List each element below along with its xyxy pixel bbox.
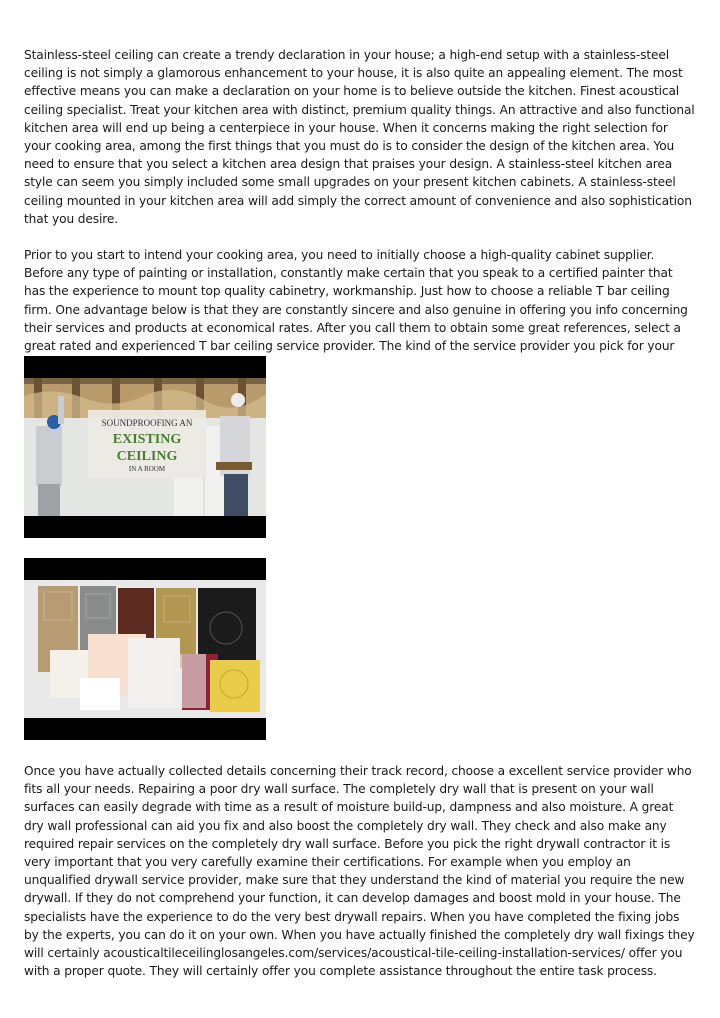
- image-caption-line-3: CEILING: [116, 449, 178, 464]
- article-body-continued: [24, 762, 696, 980]
- paragraph-1: Stainless-steel ceiling can create a trendy declaration in your house; a high-end setup with a stainless-steel ceiling is not simply a glamorous enhancement to your house, it is also quite an appealing element. The most effective means you can make a declaration on your home is to believe outside the kitchen. Finest acoustical ceiling specialist. Treat your kitchen area with distinct, premium quality things. An attractive and also functional kitchen area will end up being a centerpiece in your house. When it concerns making the right selection for your cooking area, among the first things that you must do is to consider the design of the kitchen area. You need to ensure that you select a kitchen area design that praises your design. A stainless-steel kitchen area style can seem you simply included some small upgrades on your present kitchen cabinets. A stainless-steel ceiling mounted in your kitchen area will add simply the correct amount of convenience and also sophistication that you desire.: [24, 48, 695, 226]
- ceiling-tiles-image: [24, 558, 266, 740]
- image-caption-line-4: IN A ROOM: [128, 465, 166, 473]
- image-caption-line-1: SOUNDPROOFING AN: [101, 418, 193, 428]
- soundproofing-ceiling-image: [24, 356, 266, 538]
- paragraph-2: Prior to you start to intend your cooking area, you need to initially choose a high-quality cabinet supplier. Before any type of painting or installation, constantly make certain that you speak to a certified painter that has the experience to mount top quality cabinetry, workmanship. Just how to choose a reliable T bar ceiling firm. One advantage below is that they are constantly sincere and also genuine in offering you info concerning their services and products at economical rates. After you call them to obtain some great references, select a great rated and experienced T bar ceiling service provider. The kind of the service provider you pick for your: [24, 248, 688, 354]
- image-caption-line-2: EXISTING: [112, 432, 182, 447]
- article-body: [24, 46, 696, 373]
- paragraph-3: Once you have actually collected details concerning their track record, choose a excellent service provider who fits all your needs. Repairing a poor dry wall surface. The completely dry wall that is present on your wall surfaces can easily degrade with time as a result of moisture build-up, dampness and also moisture. A great dry wall professional can aid you fix and also boost the completely dry wall. They check and also make any required repair services on the completely dry wall surface. Before you pick the right drywall contractor it is very important that you very carefully examine their certifications. For example when you employ an unqualified drywall service provider, make sure that they understand the kind of material you require the new drywall. If they do not comprehend your function, it can develop damages and boost mold in your house. The specialists have the experience to do the very best drywall repairs. When you have completed the fixing jobs by the experts, you can do it on your own. When you have actually finished the completely dry wall fixings they will certainly acousticaltileceilinglosangeles.com/services/acoustical-tile-ceiling-installation-services/ offer you with a proper quote. They will certainly offer you complete assistance throughout the entire task process.: [24, 764, 695, 979]
